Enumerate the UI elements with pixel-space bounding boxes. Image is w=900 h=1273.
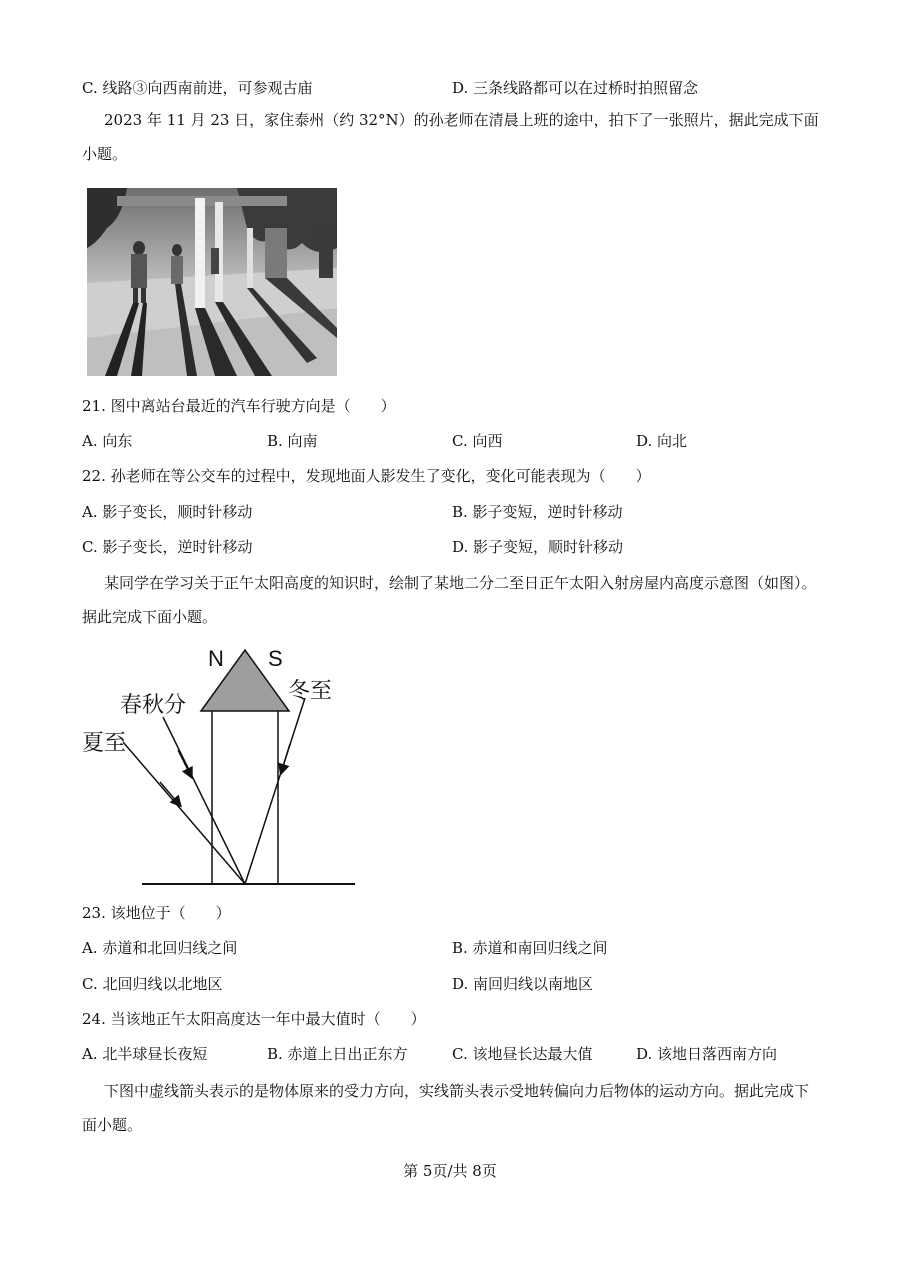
label-equinox: 春秋分 xyxy=(120,693,187,718)
q22-option-a: A. 影子变长，顺时针移动 xyxy=(82,503,253,521)
q21-stem: 21. 图中离站台最近的汽车行驶方向是（ ） xyxy=(82,397,396,415)
label-north: N xyxy=(208,646,224,671)
equinox-arrow xyxy=(178,750,190,774)
q23-option-c: C. 北回归线以北地区 xyxy=(82,975,223,993)
q21-option-b: B. 向南 xyxy=(267,432,318,450)
q22-stem: 22. 孙老师在等公交车的过程中，发现地面人影发生了变化，变化可能表现为（ ） xyxy=(82,467,651,485)
q22-option-c: C. 影子变长，逆时针移动 xyxy=(82,538,253,556)
q24-option-c: C. 该地昼长达最大值 xyxy=(452,1045,593,1063)
intro-paragraph-2: 某同学在学习关于正午太阳高度的知识时，绘制了某地二分二至日正午太阳入射房屋内高度示意图（如图）。据此完成下面小题。 xyxy=(82,574,817,626)
label-summer-solstice: 夏至 xyxy=(82,731,127,756)
q24-option-b: B. 赤道上日出正东方 xyxy=(267,1045,408,1063)
label-winter-solstice: 冬至 xyxy=(288,679,333,704)
intro-paragraph-1: 2023 年 11 月 23 日，家住泰州（约 32°N）的孙老师在清晨上班的途中，拍下了一张照片，据此完成下面小题。 xyxy=(82,111,819,163)
sun-angle-diagram xyxy=(78,640,378,890)
street-photo xyxy=(87,188,337,376)
street-photo-image xyxy=(87,188,337,376)
q21-option-d: D. 向北 xyxy=(636,432,688,450)
intro-paragraph-3: 下图中虚线箭头表示的是物体原来的受力方向，实线箭头表示受地转偏向力后物体的运动方向。据此完成下面小题。 xyxy=(82,1082,810,1134)
q24-option-a: A. 北半球昼长夜短 xyxy=(82,1045,208,1063)
q24-stem: 24. 当该地正午太阳高度达一年中最大值时（ ） xyxy=(82,1010,426,1028)
q24-option-d: D. 该地日落西南方向 xyxy=(636,1045,778,1063)
q20-option-d: D. 三条线路都可以在过桥时拍照留念 xyxy=(452,79,699,97)
q23-option-a: A. 赤道和北回归线之间 xyxy=(82,939,238,957)
q22-option-b: B. 影子变短，逆时针移动 xyxy=(452,503,623,521)
q21-option-c: C. 向西 xyxy=(452,432,503,450)
q23-stem: 23. 该地位于（ ） xyxy=(82,904,231,922)
q23-option-d: D. 南回归线以南地区 xyxy=(452,975,594,993)
page-footer: 第 5页/共 8页 xyxy=(403,1162,497,1180)
q21-option-a: A. 向东 xyxy=(82,432,133,450)
winter-solstice-arrow xyxy=(282,744,290,770)
q23-option-b: B. 赤道和南回归线之间 xyxy=(452,939,608,957)
summer-solstice-arrow xyxy=(160,782,178,803)
winter-solstice-ray xyxy=(245,698,305,884)
label-south: S xyxy=(268,646,283,671)
q20-option-c: C. 线路③向西南前进，可参观古庙 xyxy=(82,79,313,97)
q22-option-d: D. 影子变短，顺时针移动 xyxy=(452,538,624,556)
